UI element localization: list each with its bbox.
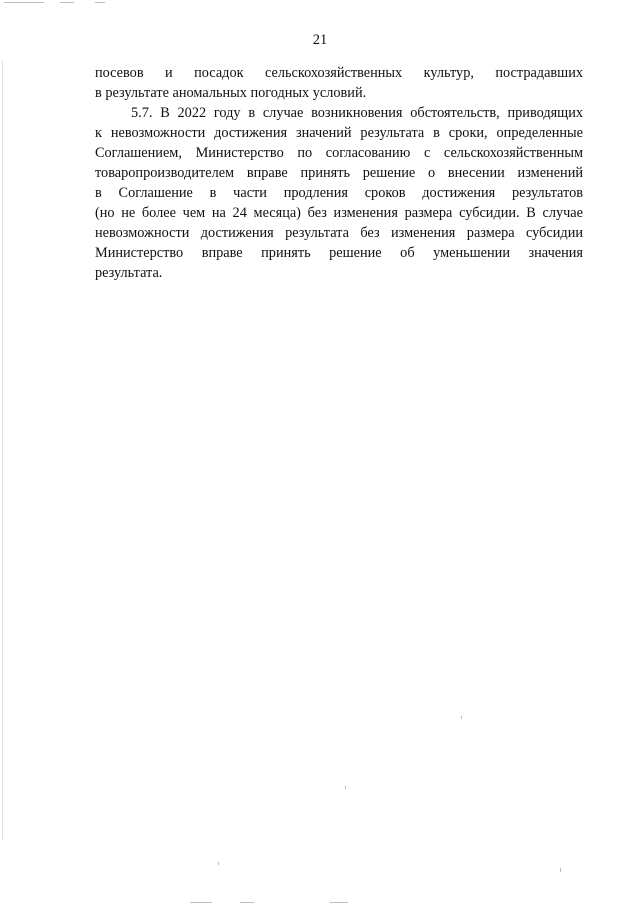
scan-artifact <box>461 716 462 719</box>
scan-artifact <box>190 902 212 903</box>
paragraph-continuation <box>95 63 583 103</box>
document-body <box>95 63 583 283</box>
text-line: (но не более чем на 24 месяца) без изменения размера субсидии. В случае <box>95 205 583 221</box>
scan-artifact <box>95 2 105 3</box>
page-number: 21 <box>312 32 328 48</box>
text-line: Соглашением, Министерство по согласованию с сельскохозяйственным <box>95 145 583 161</box>
text-line: товаропроизводителем вправе принять решение о внесении изменений <box>95 165 583 181</box>
text-line: результата. <box>95 265 163 281</box>
paragraph-5-7 <box>95 103 583 283</box>
text-line: к невозможности достижения значений результата в сроки, определенные <box>95 125 583 141</box>
text-line: в результате аномальных погодных условий. <box>95 85 367 101</box>
scan-artifact <box>345 786 346 789</box>
text-line: в Соглашение в части продления сроков достижения результатов <box>95 185 583 201</box>
scan-artifact <box>60 2 74 3</box>
text-line: 5.7. В 2022 году в случае возникновения обстоятельств, приводящих <box>131 105 583 121</box>
text-line: Министерство вправе принять решение об уменьшении значения <box>95 245 583 261</box>
text-line: посевов и посадок сельскохозяйственных культур, пострадавших <box>95 65 583 81</box>
text-line: невозможности достижения результата без изменения размера субсидии <box>95 225 583 241</box>
scan-artifact <box>240 902 254 903</box>
scan-artifact <box>218 862 219 865</box>
scan-artifact <box>330 902 348 903</box>
scan-artifact <box>560 868 561 872</box>
scan-artifact <box>4 2 44 3</box>
scan-artifact <box>2 60 3 840</box>
